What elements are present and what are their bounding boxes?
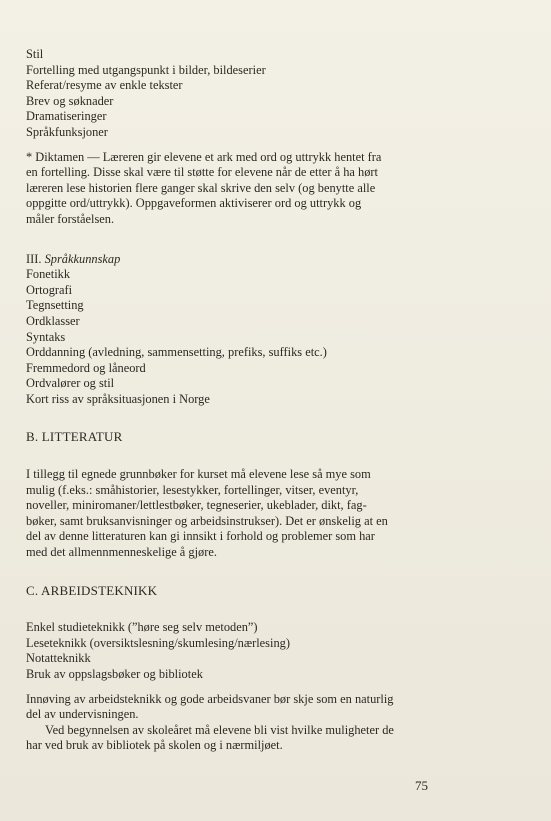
paragraph-line: bøker, samt bruksanvisninger og arbeidsinstrukser). Det er ønskelig at en [26, 513, 388, 528]
section-numeral: III. [26, 251, 42, 266]
list-item: Referat/resyme av enkle tekster [26, 78, 183, 93]
list-item: Fonetikk [26, 267, 71, 282]
list-item: Syntaks [26, 329, 66, 344]
list-item: Fremmedord og låneord [26, 360, 146, 375]
paragraph-line: måler forståelsen. [26, 211, 115, 226]
paragraph-line: I tillegg til egnede grunnbøker for kurset må elevene lese så mye som [26, 467, 371, 482]
section-heading-literature: B. LITTERATUR [26, 429, 123, 445]
section-heading-work-technique: C. ARBEIDSTEKNIKK [26, 582, 158, 598]
paragraph-line: en fortelling. Disse skal være til støtte for elevene når de etter å ha hørt [26, 165, 378, 180]
work-technique-list [26, 620, 511, 682]
list-item: Tegnsetting [26, 298, 84, 313]
list-item: Leseteknikk (oversiktslesning/skumlesing/nærlesing) [26, 635, 290, 650]
paragraph-line: del av undervisningen. [26, 707, 139, 722]
list-item: Enkel studieteknikk (”høre seg selv metoden”) [26, 620, 258, 635]
paragraph-line: har ved bruk av bibliotek på skolen og i nærmiljøet. [26, 738, 283, 753]
section-title: Språkkunnskap [44, 251, 121, 266]
paragraph-line: Innøving av arbeidsteknikk og gode arbeidsvaner bør skje som en naturlig [26, 691, 394, 706]
list-item: Notatteknikk [26, 651, 91, 666]
list-item: Bruk av oppslagsbøker og bibliotek [26, 667, 203, 681]
page-number: 75 [415, 778, 428, 793]
work-technique-paragraph-1 [26, 692, 511, 723]
writing-topics-list [26, 47, 511, 141]
list-item: Ordvalører og stil [26, 376, 115, 391]
paragraph-line: med det allmennmenneskelige å gjøre. [26, 545, 217, 560]
literature-paragraph [26, 467, 511, 561]
list-item: Ortografi [26, 282, 73, 297]
work-technique-paragraph-2 [26, 723, 511, 754]
list-item: Språkfunksjoner [26, 124, 108, 139]
list-item: Orddanning (avledning, sammensetting, prefiks, suffiks etc.) [26, 345, 327, 360]
paragraph-line: mulig (f.eks.: småhistorier, lesestykker, fortellinger, vitser, eventyr, [26, 482, 359, 497]
paragraph-line: del av denne litteraturen kan gi innsikt i forhold og problemer som har [26, 529, 375, 544]
section-heading [26, 252, 511, 268]
paragraph-line: * Diktamen — Læreren gir elevene et ark med ord og uttrykk hentet fra [26, 149, 382, 164]
list-item: Ordklasser [26, 313, 80, 328]
list-item: Fortelling med utgangspunkt i bilder, bildeserier [26, 62, 266, 77]
dictation-note [26, 150, 511, 228]
list-item: Stil [26, 47, 44, 61]
paragraph-line: læreren lese historien flere ganger skal skrive den selv (og benytte alle [26, 180, 376, 195]
section-language-knowledge [26, 252, 511, 408]
paragraph-line: Ved begynnelsen av skoleåret må elevene bli vist hvilke muligheter de [45, 722, 394, 737]
paragraph-line: oppgitte ord/uttrykk). Oppgaveformen aktiviserer ord og uttrykk og [26, 196, 362, 211]
list-item: Kort riss av språksituasjonen i Norge [26, 391, 210, 406]
list-item: Brev og søknader [26, 93, 114, 108]
list-item: Dramatiseringer [26, 109, 107, 124]
paragraph-line: noveller, miniromaner/lettlestbøker, tegneserier, ukeblader, dikt, fag- [26, 498, 367, 513]
